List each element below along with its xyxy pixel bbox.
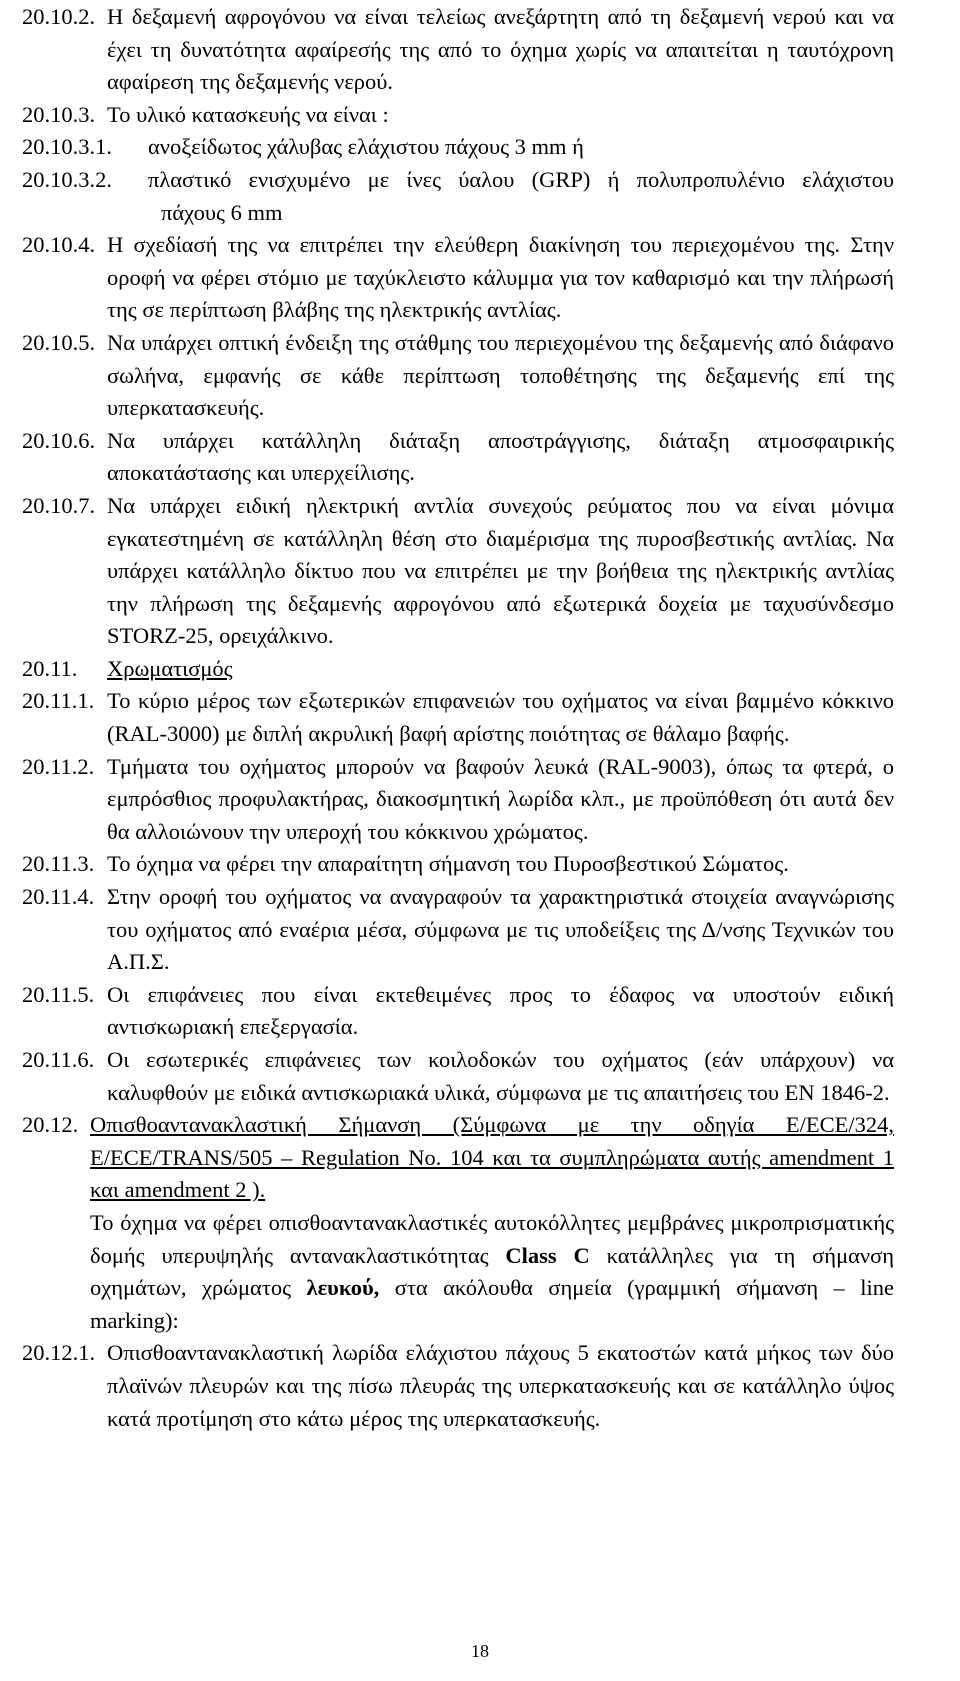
clause-20-10-3-1	[0, 131, 960, 164]
clause-number: 20.10.2.	[22, 4, 96, 29]
clause-20-11-5	[0, 979, 960, 1044]
clause-text: Το κύριο μέρος των εξωτερικών επιφανειών του οχήματος να είναι βαμμένο κόκκινο (RAL-3000) με διπλή ακρυλική βαφή αρίστης ποιότητας σε θάλαμο βαφής.	[107, 688, 894, 747]
clause-text: πλαστικό ενισχυμένο με ίνες ύαλου (GRP) ή πολυπροπυλένιο ελάχιστου	[148, 166, 894, 192]
clause-20-10-7	[0, 490, 960, 653]
clause-20-11-2	[0, 751, 960, 849]
paragraph-text: κατάλληλες για τη σήμανση οχημάτων, χρώματος	[90, 1242, 894, 1301]
clause-20-11-3	[0, 848, 960, 881]
clause-20-10-6	[0, 425, 960, 490]
section-number: 20.12.	[22, 1112, 79, 1138]
paragraph-20-12-body	[0, 1207, 960, 1337]
clause-number: 20.11.5.	[22, 981, 95, 1007]
class-c-bold: Class C	[505, 1242, 590, 1268]
clause-20-10-3	[0, 99, 960, 132]
clause-text-continued: πάχους 6 mm	[161, 199, 283, 225]
white-color-bold: λευκού,	[306, 1275, 380, 1301]
clause-text: Στην οροφή του οχήματος να αναγραφούν τα χαρακτηριστικά στοιχεία αναγνώρισης του οχήματος από εναέρια μέσα, σύμφωνα με τις υποδείξεις της Δ/νσης Τεχνικών του Α.Π.Σ.	[107, 884, 894, 975]
clause-number: 20.10.3.2.	[22, 166, 112, 192]
clause-number: 20.11.3.	[22, 851, 95, 877]
clause-20-11-4	[0, 881, 960, 979]
clause-20-12-1	[0, 1337, 960, 1435]
clause-number: 20.10.5.	[22, 329, 96, 355]
clause-20-10-4	[0, 229, 960, 327]
clause-number: 20.10.3.	[22, 101, 96, 127]
clause-text: Οπισθοαντανακλαστική λωρίδα ελάχιστου πάχους 5 εκατοστών κατά μήκος των δύο πλαϊνών πλευρών και της πίσω πλευράς της υπερκατασκευής και σε κατάλληλο ύψος κατά προτίμηση στο κάτω μέρος της υπερκατασκευής.	[107, 1340, 894, 1431]
section-title: Χρωματισμός	[107, 655, 233, 681]
clause-number: 20.11.1.	[22, 688, 95, 714]
clause-20-10-2	[0, 1, 960, 99]
section-20-11	[0, 653, 960, 686]
section-20-12	[0, 1109, 960, 1207]
clause-number: 20.11.2.	[22, 753, 95, 779]
clause-20-11-6	[0, 1044, 960, 1109]
clause-text: Να υπάρχει ειδική ηλεκτρική αντλία συνεχούς ρεύματος που να είναι μόνιμα εγκατεστημένη σε κατάλληλη θέση στο διαμέρισμα της πυροσβεστικής αντλίας. Να υπάρχει κατάλληλο δίκτυο που να επιτρέπει με την βοήθεια της ηλεκτρικής αντλίας την πλήρωση της δεξαμενής αφρογόνου από εξωτερικά δοχεία με ταχυσύνδεσμο STORZ-25, ορειχάλκινο.	[107, 492, 894, 649]
section-number: 20.11.	[22, 655, 78, 681]
clause-text: Οι εσωτερικές επιφάνειες των κοιλοδοκών του οχήματος (εάν υπάρχουν) να καλυφθούν με ειδικά αντισκωριακά υλικά, σύμφωνα με τις απαιτήσεις του ΕΝ 1846-2.	[107, 1047, 894, 1105]
clause-text: Να υπάρχει κατάλληλη διάταξη αποστράγγισης, διάταξη ατμοσφαιρικής αποκατάστασης και υπερχείλισης.	[107, 427, 894, 486]
clause-number: 20.10.7.	[22, 492, 96, 518]
clause-20-11-1	[0, 685, 960, 750]
clause-text: Να υπάρχει οπτική ένδειξη της στάθμης του περιεχομένου της δεξαμενής από διάφανο σωλήνα, εμφανής σε κάθε περίπτωση τοποθέτησης της δεξαμενής επί της υπερκατασκευής.	[107, 329, 894, 421]
section-title: Οπισθοαντανακλαστική Σήμανση (Σύμφωνα με την οδηγία E/ECE/324, E/ECE/TRANS/505 – Regulation No. 104 και τα συμπληρώματα αυτής amendment 1 και amendment 2 ).	[90, 1112, 894, 1203]
clause-text: Το όχημα να φέρει την απαραίτητη σήμανση του Πυροσβεστικού Σώματος.	[107, 851, 789, 877]
clause-20-10-5	[0, 327, 960, 425]
page-number: 18	[471, 1641, 489, 1661]
clause-number: 20.10.6.	[22, 427, 96, 453]
clause-20-10-3-2	[0, 164, 960, 229]
clause-text: Η σχεδίασή της να επιτρέπει την ελεύθερη διακίνηση του περιεχομένου της. Στην οροφή να φέρει στόμιο με ταχύκλειστο κάλυμμα για τον καθαρισμό και την πλήρωσή της σε περίπτωση βλάβης της ηλεκτρικής αντλίας.	[107, 232, 894, 323]
clause-number: 20.10.4.	[22, 232, 96, 258]
clause-text: ανοξείδωτος χάλυβας ελάχιστου πάχους 3 mm ή	[148, 134, 584, 160]
clause-number: 20.12.1.	[22, 1340, 96, 1366]
paragraph-text: Το όχημα να φέρει οπισθοαντανακλαστικές αυτοκόλλητες μεμβράνες μικροπρισματικής δομής υπερυψηλής αντανακλαστικότητας	[90, 1209, 894, 1268]
clause-text: Οι επιφάνειες που είναι εκτεθειμένες προς το έδαφος να υποστούν ειδική αντισκωριακή επεξεργασία.	[107, 981, 894, 1040]
clause-number: 20.11.4.	[22, 884, 95, 910]
paragraph-text: στα ακόλουθα σημεία (γραμμική σήμανση – line marking):	[90, 1275, 894, 1333]
clause-text: Τμήματα του οχήματος μπορούν να βαφούν λευκά (RAL-9003), όπως τα φτερά, ο εμπρόσθιος προφυλακτήρας, διακοσμητική λωρίδα κλπ., με προϋπόθεση ότι αυτά δεν θα αλλοιώνουν την υπεροχή του κόκκινου χρώματος.	[107, 753, 894, 844]
clause-number: 20.10.3.1.	[22, 134, 112, 160]
document-body	[0, 1, 960, 1435]
clause-text: Η δεξαμενή αφρογόνου να είναι τελείως ανεξάρτητη από τη δεξαμενή νερού και να έχει τη δυνατότητα αφαίρεσής της από το όχημα χωρίς να απαιτείται η ταυτόχρονη αφαίρεση της δεξαμενής νερού.	[107, 4, 894, 95]
clause-number: 20.11.6.	[22, 1047, 95, 1072]
clause-text: Το υλικό κατασκευής να είναι :	[107, 101, 389, 127]
